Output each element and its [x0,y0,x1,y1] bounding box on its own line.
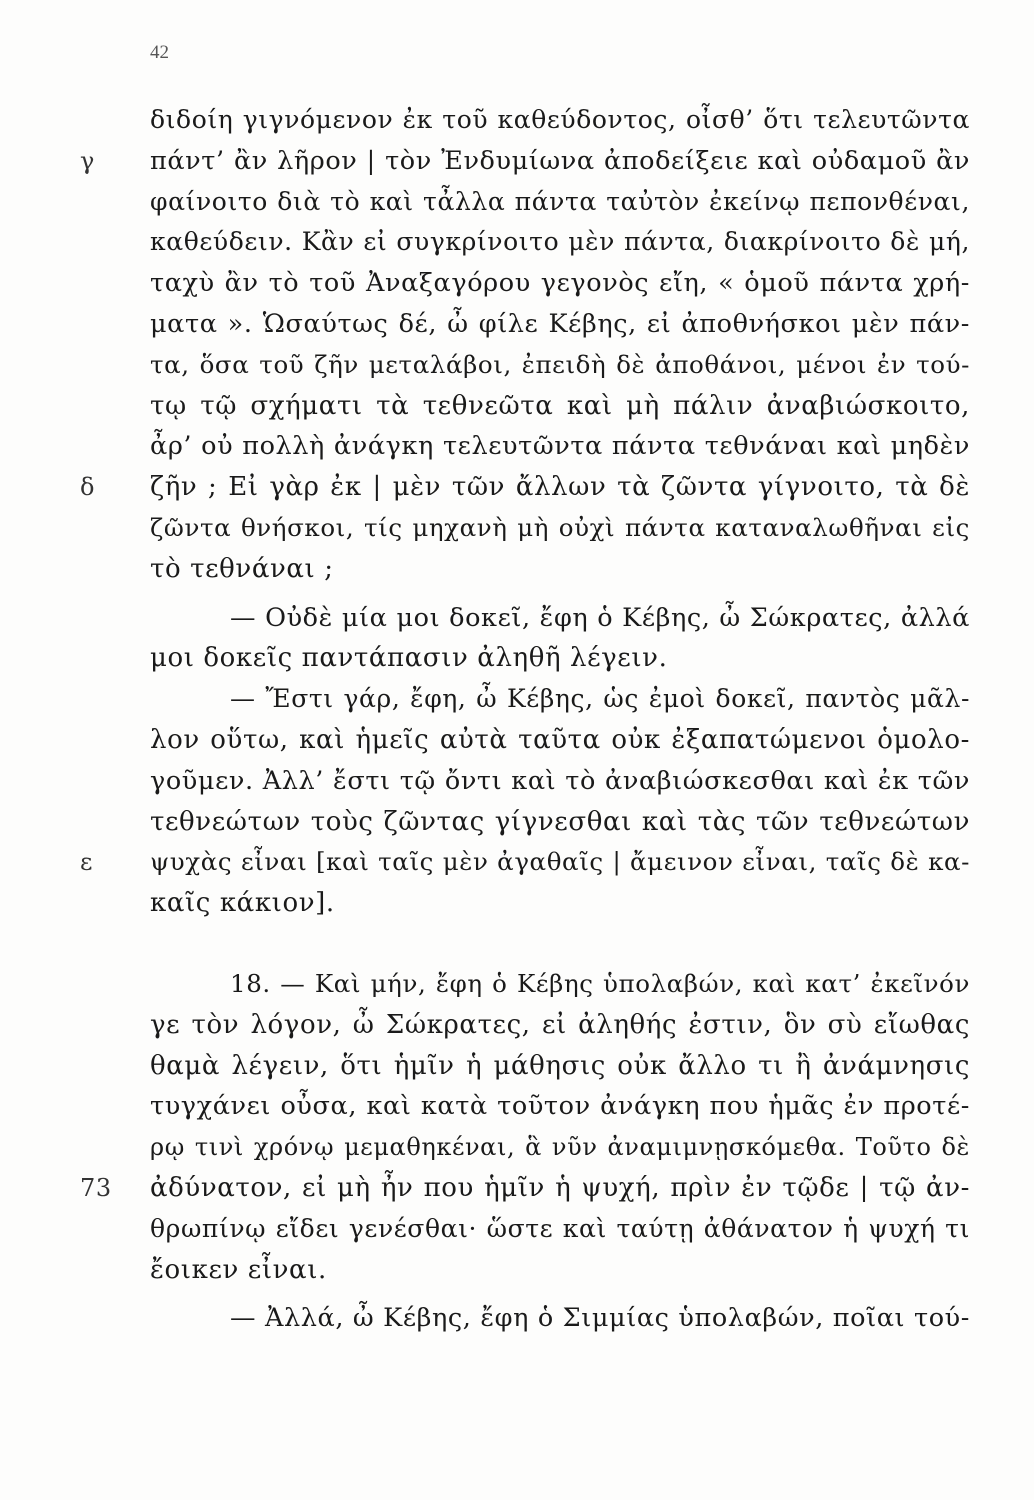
text-line [150,508,970,549]
line-text: ψυχὰς εἶναι [καὶ ταῖς μὲν ἀγαθαῖς | ἄμεινον εἶναι, ταῖς δὲ κα- [150,847,970,877]
page-number: 42 [150,42,169,63]
line-text: ταχὺ ἂν τὸ τοῦ Ἀναξαγόρου γεγονὸς εἴη, « ὁμοῦ πάντα χρή- [150,268,970,299]
text-line [80,842,970,883]
line-text: πάντ’ ἂν λῆρον | τὸν Ἐνδυμίωνα ἀποδείξειε καὶ οὐδαμοῦ ἂν [150,145,970,176]
line-text: — Οὐδὲ μία μοι δοκεῖ, ἔφη ὁ Κέβης, ὦ Σώκρατες, ἀλλά [230,602,970,633]
line-text: λον οὕτω, καὶ ἡμεῖς αὐτὰ ταῦτα οὐκ ἐξαπατώμενοι ὁμολο- [150,724,970,755]
line-text: τεθνεώτων τοὺς ζῶντας γίγνεσθαι καὶ τὰς τῶν τεθνεώτων [150,806,970,837]
text-line [150,1005,970,1046]
line-text: ρῳ τινὶ χρόνῳ μεμαθηκέναι, ἃ νῦν ἀναμιμνῃσκόμεθα. Τοῦτο δὲ [150,1133,970,1162]
line-text: θρωπίνῳ εἴδει γενέσθαι· ὥστε καὶ ταύτῃ ἀθάνατον ἡ ψυχή τι [150,1213,970,1243]
text-line [150,598,970,639]
line-text: θαμὰ λέγειν, ὅτι ἡμῖν ἡ μάθησις οὐκ ἄλλο τι ἢ ἀνάμνησις [150,1050,970,1081]
line-text: ἔοικεν εἶναι. [150,1254,327,1285]
text-line [150,802,970,843]
line-text: ζῆν ; Εἰ γὰρ ἐκ | μὲν τῶν ἄλλων τὰ ζῶντα γίγνοιτο, τὰ δὲ [150,472,970,503]
line-text: τὸ τεθνάναι ; [150,553,334,584]
text-line [150,1250,970,1291]
line-text: γε τὸν λόγον, ὦ Σώκρατες, εἰ ἀληθής ἐστιν, ὃν σὺ εἴωθας [150,1009,970,1040]
line-text: — Ἔστι γάρ, ἔφη, ὦ Κέβης, ὡς ἐμοὶ δοκεῖ, παντὸς μᾶλ- [230,684,970,714]
line-text: τα, ὅσα τοῦ ζῆν μεταλάβοι, ἐπειδὴ δὲ ἀποθάνοι, μένοι ἐν τού- [150,349,970,379]
text-line [80,141,970,182]
text-line [150,1046,970,1087]
line-text: 18. — Καὶ μήν, ἔφη ὁ Κέβης ὑπολαβών, καὶ κατ’ ἐκεῖνόν [230,968,970,998]
text-line [150,679,970,720]
text-line [150,549,970,590]
text-line [150,304,970,345]
line-text: ἀδύνατον, εἰ μὴ ἦν που ἡμῖν ἡ ψυχή, πρὶν ἐν τῷδε | τῷ ἀν- [150,1172,970,1203]
text-line [150,1086,970,1127]
line-text: φαίνοιτο διὰ τὸ καὶ τἆλλα πάντα ταὐτὸν ἐκείνῳ πεπονθέναι, [150,186,970,216]
margin-marker: γ [80,146,95,175]
margin-marker: 73 [80,1173,112,1202]
line-text: καῖς κάκιον]. [150,888,335,919]
line-text: — Ἀλλά, ὦ Κέβης, ἔφη ὁ Σιμμίας ὑπολαβών, ποῖαι τού- [230,1303,970,1334]
text-line [150,100,970,141]
text-line [150,638,970,679]
text-line [150,263,970,304]
text-line [150,883,970,924]
line-text: μοι δοκεῖς παντάπασιν ἀληθῆ λέγειν. [150,643,668,674]
text-line [150,386,970,427]
text-line [150,720,970,761]
line-text: καθεύδειν. Κἂν εἰ συγκρίνοιτο μὲν πάντα, διακρίνοιτο δὲ μή, [150,227,970,257]
text-line [150,761,970,802]
text-line [150,182,970,223]
text-line [150,426,970,467]
text-line [150,345,970,386]
line-text: τῳ τῷ σχήματι τὰ τεθνεῶτα καὶ μὴ πάλιν ἀναβιώσκοιτο, [150,390,970,421]
text-line [150,1209,970,1250]
line-text: τυγχάνει οὖσα, καὶ κατὰ τοῦτον ἀνάγκη που ἡμᾶς ἐν προτέ- [150,1091,970,1122]
text-line [150,1127,970,1168]
margin-marker: δ [80,473,96,502]
text-body [80,100,970,1339]
text-line [80,1168,970,1209]
text-line [80,467,970,508]
line-text: γοῦμεν. Ἀλλ’ ἔστι τῷ ὄντι καὶ τὸ ἀναβιώσκεσθαι καὶ ἐκ τῶν [150,765,970,796]
line-text: διδοίη γιγνόμενον ἐκ τοῦ καθεύδοντος, οἶσθ’ ὅτι τελευτῶντα [150,105,970,134]
line-text: ζῶντα θνήσκοι, τίς μηχανὴ μὴ οὐχὶ πάντα καταναλωθῆναι εἰς [150,512,970,542]
line-text: ματα ». Ὡσαύτως δέ, ὦ φίλε Κέβης, εἰ ἀποθνήσκοι μὲν πάν- [150,308,970,339]
text-line [150,964,970,1005]
line-text: ἆρ’ οὐ πολλὴ ἀνάγκη τελευτῶντα πάντα τεθνάναι καὶ μηδὲν [150,431,970,462]
text-line [150,222,970,263]
margin-marker: ε [80,848,94,877]
text-line [150,1298,970,1339]
